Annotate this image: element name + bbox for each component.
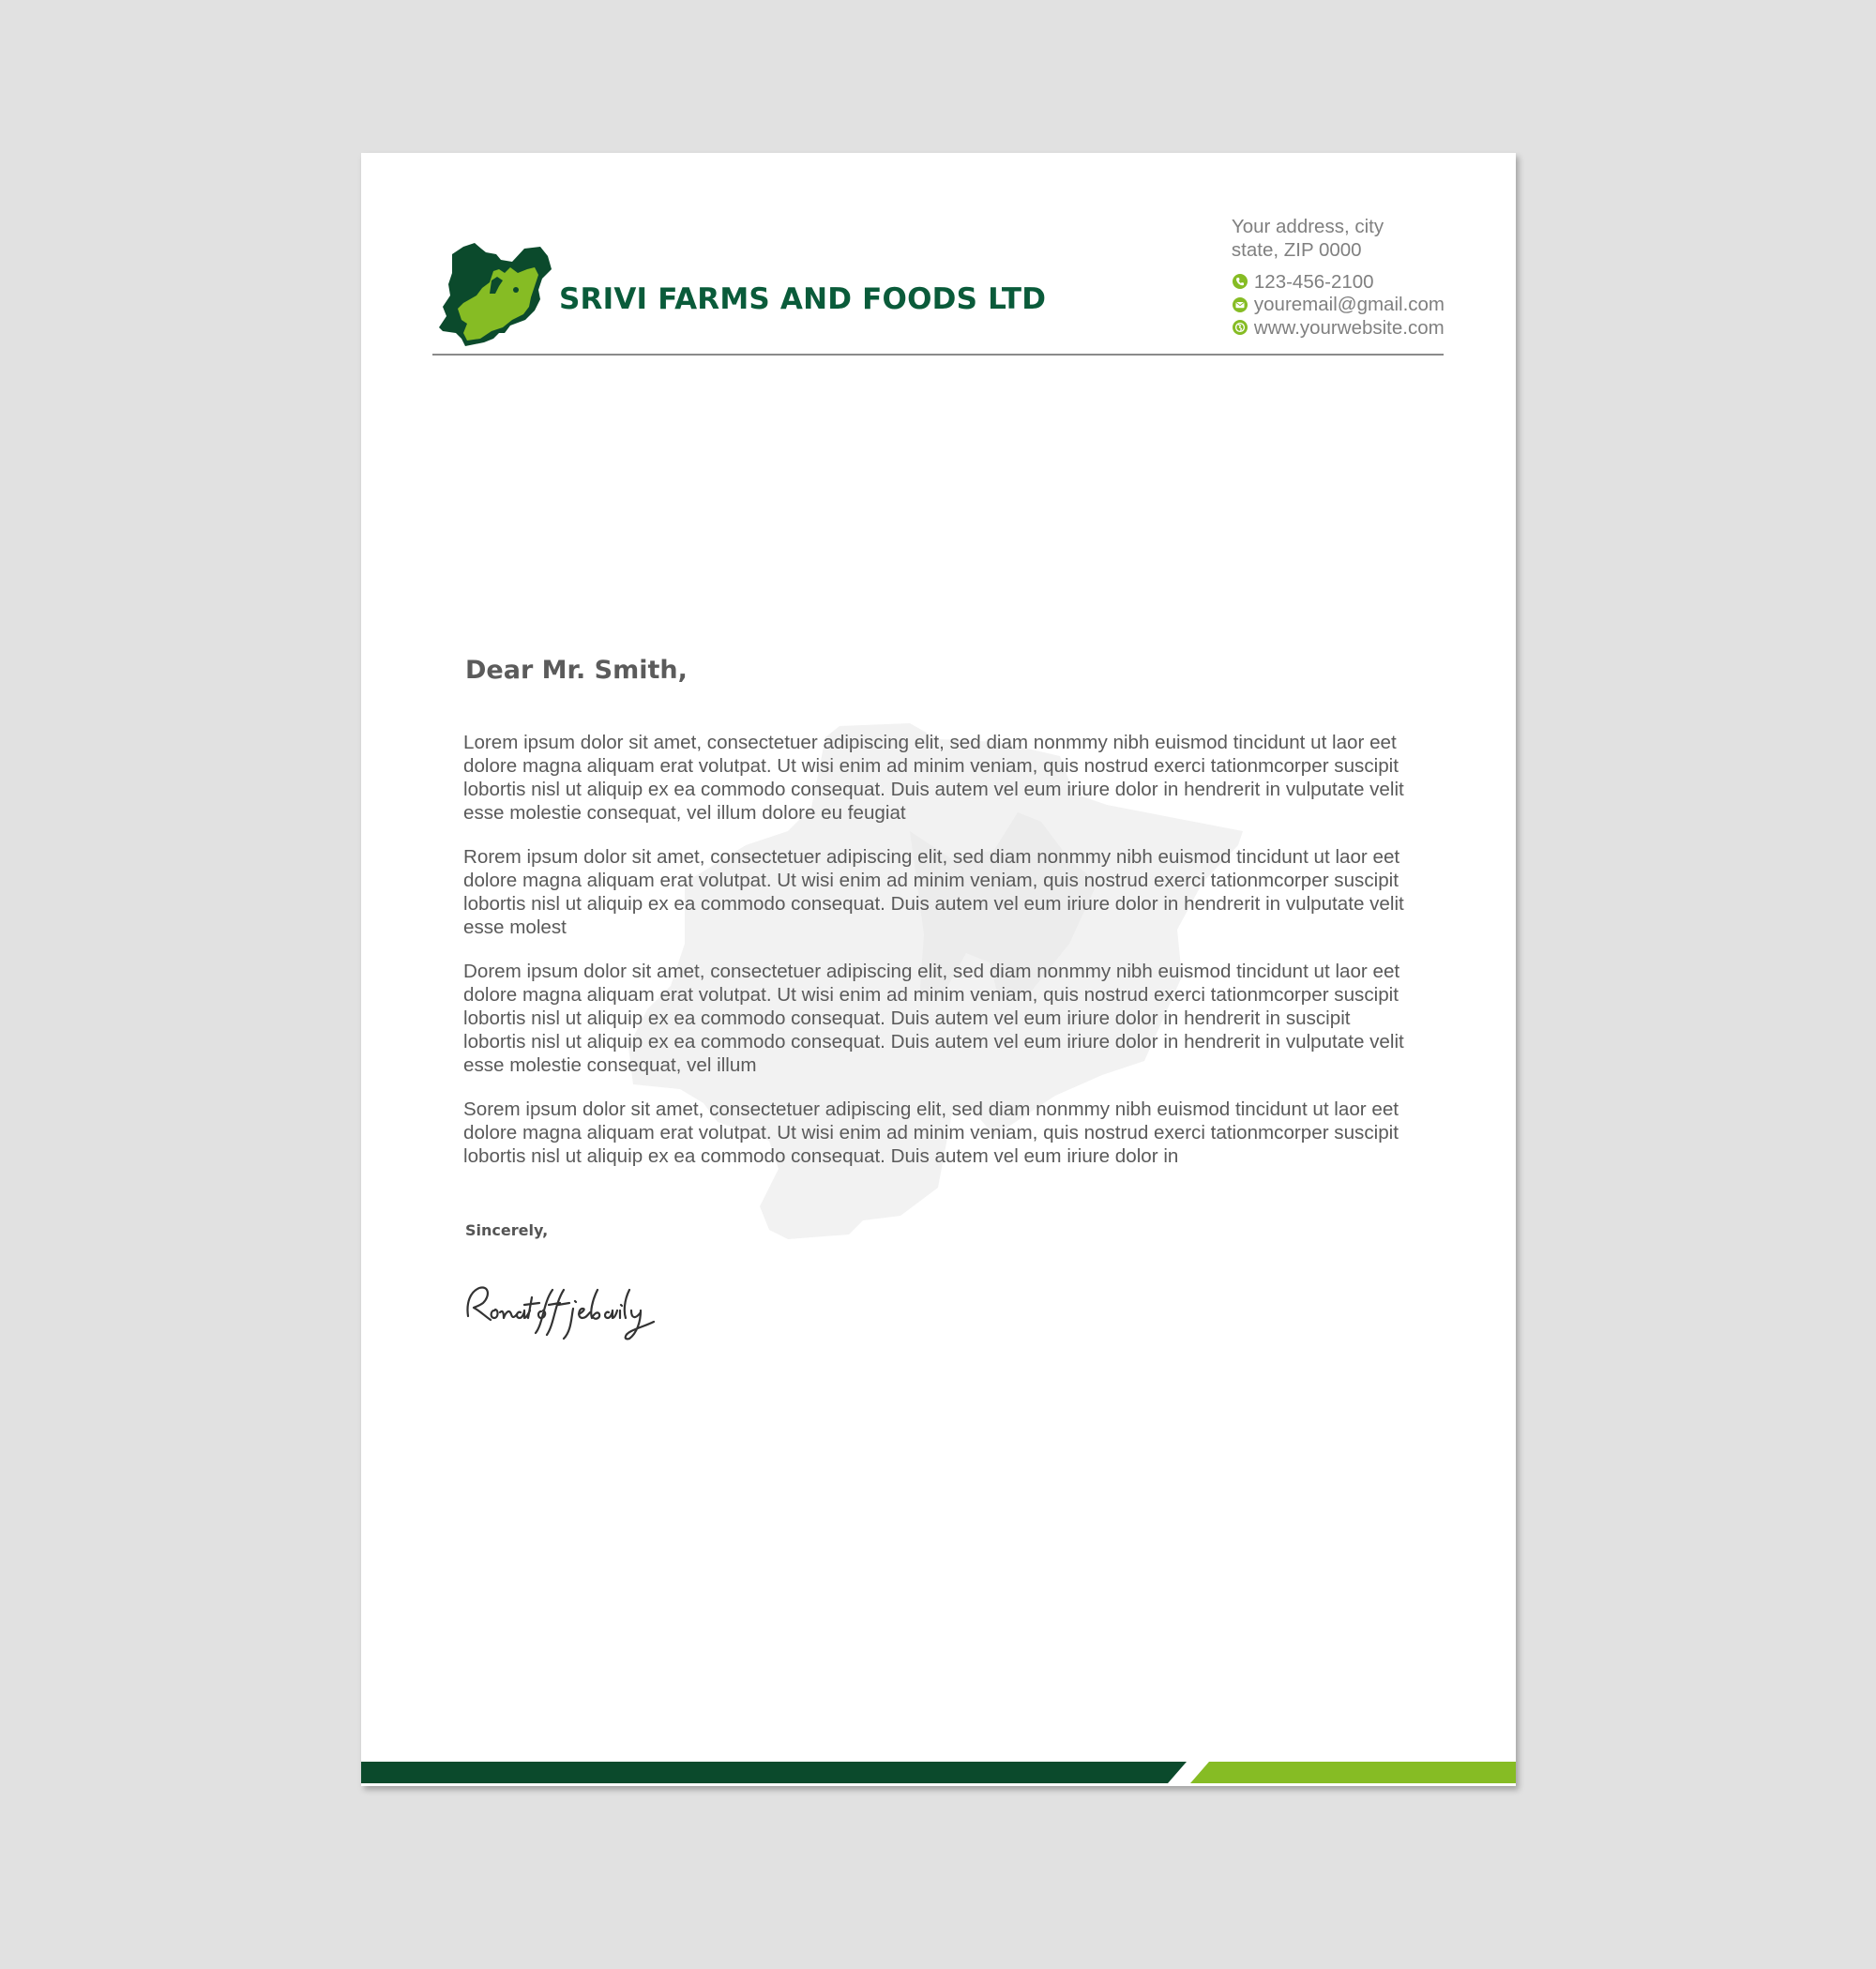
body-paragraph-1: Lorem ipsum dolor sit amet, consectetuer adipiscing elit, sed diam nonmmy nibh euismod tincidunt ut laor eet dolore magna aliquam erat volutpat. Ut wisi enim ad minim veniam, quis nostrud exerci tationmcorper suscipit lobortis nisl ut aliquip ex ea commodo consequat. Duis autem vel eum iriure dolor in hendrerit in vulputate velit esse molestie consequat, vel illum dolore eu feugiat <box>463 732 1404 824</box>
phone-icon <box>1232 273 1248 290</box>
contact-block <box>1232 215 1445 340</box>
phone-number: 123-456-2100 <box>1253 270 1374 293</box>
letterhead-page <box>361 153 1516 1786</box>
company-logo <box>437 241 563 348</box>
letter-body <box>463 731 1415 1189</box>
phone-row <box>1232 270 1445 294</box>
footer-bar-dark <box>361 1762 1187 1783</box>
company-name: SRIVI FARMS AND FOODS LTD <box>559 282 1047 316</box>
header-divider <box>432 354 1444 356</box>
globe-icon <box>1232 319 1248 336</box>
website-row <box>1232 316 1445 340</box>
email-row <box>1232 294 1445 317</box>
address-line-1: Your address, city <box>1231 216 1384 237</box>
letter-greeting: Dear Mr. Smith, <box>465 656 688 685</box>
body-paragraph-2: Rorem ipsum dolor sit amet, consectetuer adipiscing elit, sed diam nonmmy nibh euismod tincidunt ut laor eet dolore magna aliquam erat volutpat. Ut wisi enim ad minim veniam, quis nostrud exerci tationmcorper suscipit lobortis nisl ut aliquip ex ea commodo consequat. Duis autem vel eum iriure dolor in hendrerit in vulputate velit esse molest <box>463 846 1404 938</box>
body-paragraph-3: Dorem ipsum dolor sit amet, consectetuer adipiscing elit, sed diam nonmmy nibh euismod tincidunt ut laor eet dolore magna aliquam erat volutpat. Ut wisi enim ad minim veniam, quis nostrud exerci tationmcorper suscipit lobortis nisl ut aliquip ex ea commodo consequat. Duis autem vel eum iriure dolor in hendrerit in suscipit lobortis nisl ut aliquip ex ea commodo consequat. Duis autem vel eum iriure dolor in hendrerit in vulputate velit esse molestie consequat, vel illum <box>463 961 1404 1076</box>
address-line-2: state, ZIP 0000 <box>1231 239 1362 261</box>
footer-bar-light <box>1190 1762 1516 1783</box>
email-icon <box>1232 296 1248 313</box>
email-address[interactable]: youremail@gmail.com <box>1253 294 1445 316</box>
body-paragraph-4: Sorem ipsum dolor sit amet, consectetuer adipiscing elit, sed diam nonmmy nibh euismod tincidunt ut laor eet dolore magna aliquam erat volutpat. Ut wisi enim ad minim veniam, quis nostrud exerci tationmcorper suscipit lobortis nisl ut aliquip ex ea commodo consequat. Duis autem vel eum iriure dolor in <box>463 1098 1399 1167</box>
signature <box>462 1277 659 1342</box>
letter-closing: Sincerely, <box>465 1221 549 1239</box>
website-url[interactable]: www.yourwebsite.com <box>1253 316 1445 339</box>
